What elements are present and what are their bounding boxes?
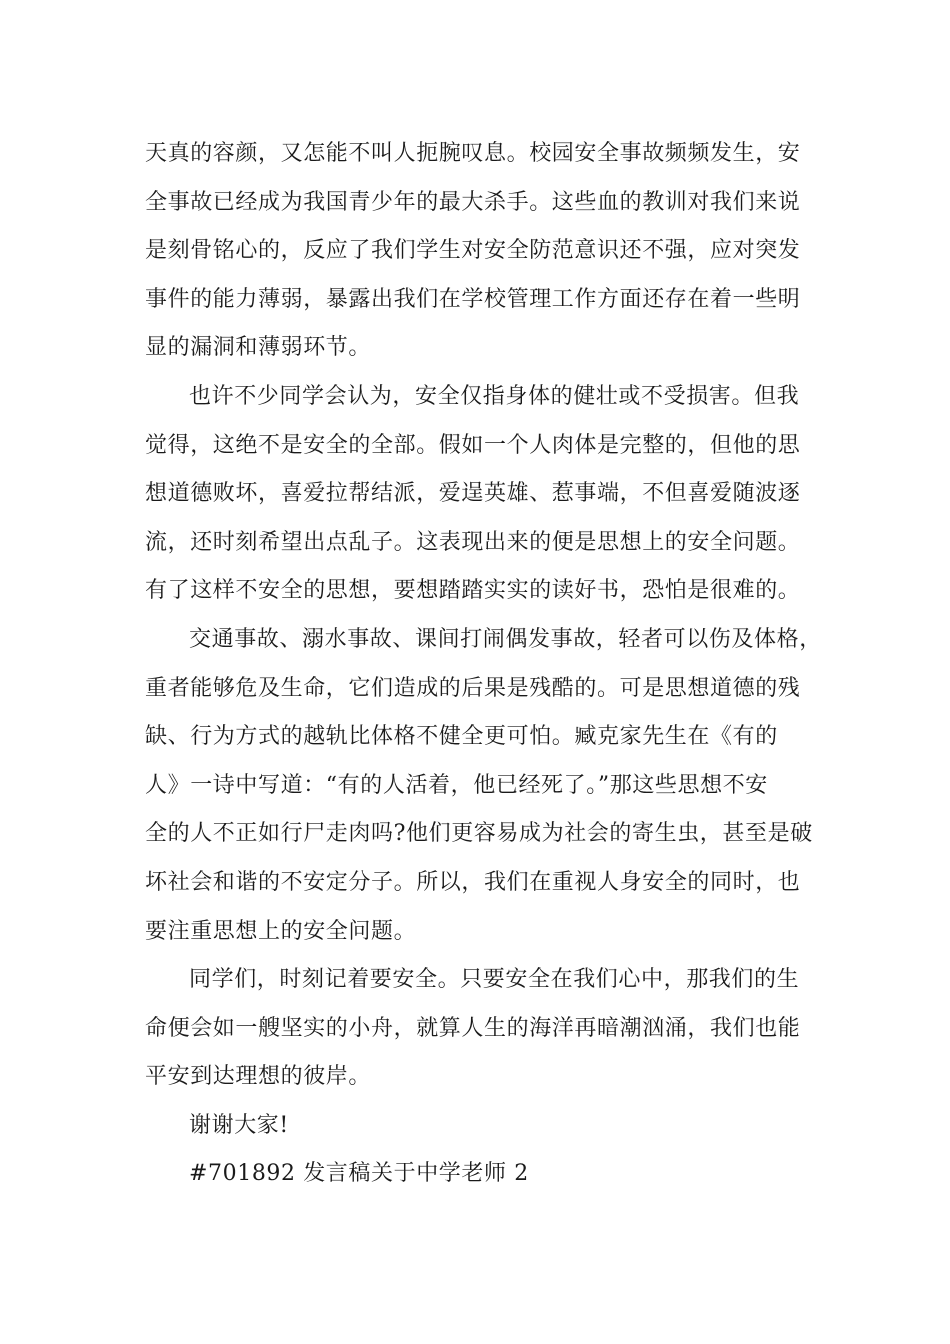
paragraph-4 (145, 956, 815, 1102)
text-line: 同学们，时刻记着要安全。只要安全在我们心中，那我们的生 (189, 967, 800, 993)
paragraph-2 (145, 373, 815, 616)
text-line: 流，还时刻希望出点乱子。这表现出来的便是思想上的安全问题。 (145, 529, 801, 555)
text-line: 重者能够危及生命，它们造成的后果是残酷的。可是思想道德的残 (145, 675, 801, 701)
text-line: 也许不少同学会认为，安全仅指身体的健壮或不受损害。但我 (189, 383, 800, 409)
text-line: 缺、行为方式的越轨比体格不健全更可怕。臧克家先生在《有的 (145, 724, 778, 750)
text-line: 坏社会和谐的不安定分子。所以，我们在重视人身安全的同时，也 (145, 869, 801, 895)
text-line: 有了这样不安全的思想，要想踏踏实实的读好书，恐怕是很难的。 (145, 578, 801, 604)
text-line: 全的人不正如行尸走肉吗?他们更容易成为社会的寄生虫，甚至是破 (145, 821, 813, 847)
text-line: 想道德败坏，喜爱拉帮结派，爱逞英雄、惹事端，不但喜爱随波逐 (145, 481, 801, 507)
text-line: 是刻骨铭心的，反应了我们学生对安全防范意识还不强，应对突发 (145, 238, 801, 264)
text-line: 显的漏洞和薄弱环节。 (145, 335, 372, 361)
text-line: 天真的容颜，又怎能不叫人扼腕叹息。校园安全事故频频发生，安 (145, 141, 801, 166)
text-line: 要注重思想上的安全问题。 (145, 918, 417, 944)
text-line: 命便会如一艘坚实的小舟，就算人生的海洋再暗潮汹涌，我们也能 (145, 1015, 801, 1041)
text-line: 全事故已经成为我国青少年的最大杀手。这些血的教训对我们来说 (145, 189, 801, 215)
text-line: 交通事故、溺水事故、课间打闹偶发事故，轻者可以伤及体格， (189, 626, 822, 652)
text-line: 觉得，这绝不是安全的全部。假如一个人肉体是完整的，但他的思 (145, 432, 801, 458)
text-line: 事件的能力薄弱，暴露出我们在学校管理工作方面还存在着一些明 (145, 286, 801, 312)
document-body (145, 130, 822, 1199)
paragraph-3 (145, 616, 822, 956)
text-line: 人》一诗中写道：“有的人活着，他已经死了。”那这些思想不安 (145, 772, 768, 798)
next-section-heading: #701892 发言稿关于中学老师 2 (189, 1161, 529, 1187)
closing-line: 谢谢大家! (189, 1112, 289, 1138)
paragraph-1 (145, 130, 815, 373)
text-line: 平安到达理想的彼岸。 (145, 1064, 372, 1090)
